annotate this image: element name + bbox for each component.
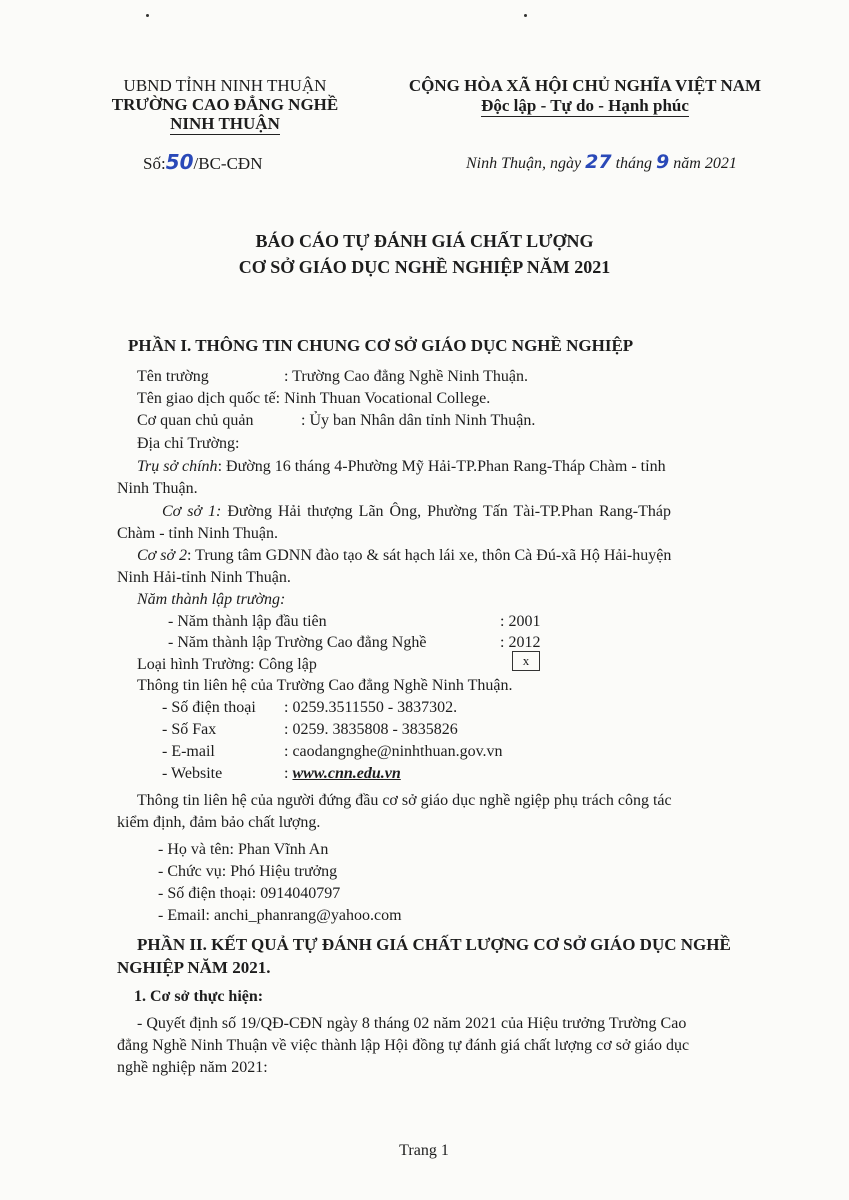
head-phone: - Số điện thoại: 0914040797	[158, 885, 341, 902]
part1-heading: PHẦN I. THÔNG TIN CHUNG CƠ SỞ GIÁO DỤC NGHỀ NGHIỆP	[128, 336, 634, 355]
decision-line2: đẳng Nghề Ninh Thuận về việc thành lập Hội đồng tự đánh giá chất lượng cơ sở giáo dục	[117, 1037, 690, 1054]
school-name-line2-wrap	[100, 114, 350, 133]
contact-email-value: : caodangnghe@ninhthuan.gov.vn	[284, 743, 503, 760]
scan-speck	[524, 14, 527, 17]
campus-2-line1: : Trung tâm GDNN đào tạo & sát hạch lái xe, thôn Cà Đú-xã Hộ Hải-huyện	[186, 547, 672, 564]
school-type: Loại hình Trường: Công lập	[137, 656, 317, 673]
contact-heading: Thông tin liên hệ của Trường Cao đẳng Nghề Ninh Thuận.	[137, 677, 513, 694]
website-link[interactable]: www.cnn.edu.vn	[292, 765, 401, 782]
date-line	[466, 151, 737, 173]
contact-website-label: - Website	[162, 765, 223, 782]
scan-speck	[146, 14, 149, 17]
contact-website	[284, 765, 401, 783]
contact-email-label: - E-mail	[162, 743, 215, 760]
campus-1-line2: Chàm - tỉnh Ninh Thuận.	[117, 525, 279, 542]
decision-line1: - Quyết định số 19/QĐ-CĐN ngày 8 tháng 02 năm 2021 của Hiệu trưởng Trường Cao	[137, 1015, 687, 1032]
founding-first-label: - Năm thành lập đầu tiên	[168, 613, 327, 630]
date-day: 27	[585, 151, 612, 173]
page-number: Trang 1	[399, 1142, 449, 1159]
document-number	[143, 150, 263, 174]
founding-college-value: : 2012	[500, 634, 541, 651]
national-title: CỘNG HÒA XÃ HỘI CHỦ NGHĨA VIỆT NAM	[408, 76, 762, 95]
so-handwritten: 50	[165, 150, 194, 174]
website-prefix: :	[284, 765, 293, 782]
founding-heading: Năm thành lập trường:	[137, 591, 286, 608]
campus-2-label: Cơ sở 2	[137, 547, 187, 564]
contact-phone-value: : 0259.3511550 - 3837302.	[284, 699, 458, 716]
school-name-label: Tên trường	[137, 368, 209, 385]
main-campus-label: Trụ sở chính	[137, 458, 218, 475]
part2-heading-line1: PHẦN II. KẾT QUẢ TỰ ĐÁNH GIÁ CHẤT LƯỢNG CƠ SỞ GIÁO DỤC NGHỀ	[137, 935, 731, 954]
header-left	[100, 76, 350, 133]
international-name: Tên giao dịch quốc tế: Ninh Thuan Vocational College.	[137, 390, 491, 407]
part2-heading-line2: NGHIỆP NĂM 2021.	[117, 958, 271, 977]
date-month-word: tháng	[615, 155, 653, 172]
school-name-line2: NINH THUẬN	[170, 114, 280, 133]
contact-fax-value: : 0259. 3835808 - 3835826	[284, 721, 458, 738]
so-prefix: Số:	[143, 154, 166, 173]
main-campus-line1: : Đường 16 tháng 4-Phường Mỹ Hải-TP.Phan Rang-Tháp Chàm - tỉnh	[217, 458, 666, 475]
head-contact-line1: Thông tin liên hệ của người đứng đầu cơ sở giáo dục nghề ngiệp phụ trách công tác	[137, 792, 672, 809]
campus-2	[137, 547, 671, 565]
motto: Độc lập - Tự do - Hạnh phúc	[481, 96, 689, 115]
header-right	[380, 76, 790, 116]
head-email: - Email: anchi_phanrang@yahoo.com	[158, 907, 402, 924]
address-heading: Địa chỉ Trường:	[137, 435, 240, 452]
campus-1-line1: Đường Hải thượng Lãn Ông, Phường Tấn Tài-TP.Phan Rang-Tháp	[227, 503, 671, 520]
campus-1	[162, 503, 671, 521]
head-position: - Chức vụ: Phó Hiệu trưởng	[158, 863, 338, 880]
main-campus	[137, 458, 666, 476]
school-name-line1: TRƯỜNG CAO ĐẲNG NGHỀ	[111, 95, 339, 114]
main-campus-line2: Ninh Thuận.	[117, 480, 198, 497]
contact-phone-label: - Số điện thoại	[162, 699, 256, 716]
head-contact-line2: kiểm định, đảm bảo chất lượng.	[117, 814, 321, 831]
report-title	[0, 228, 849, 280]
agency-name: UBND TỈNH NINH THUẬN	[123, 76, 327, 95]
school-name-value: : Trường Cao đẳng Nghề Ninh Thuận.	[284, 368, 528, 385]
founding-first-value: : 2001	[500, 613, 541, 630]
title-line1: BÁO CÁO TỰ ĐÁNH GIÁ CHẤT LƯỢNG	[255, 231, 594, 251]
decision-line3: nghề nghiệp năm 2021:	[117, 1059, 268, 1076]
public-checkbox: x	[512, 651, 540, 671]
campus-1-label: Cơ sở 1:	[162, 503, 222, 520]
governing-body-value: : Ủy ban Nhân dân tỉnh Ninh Thuận.	[301, 412, 536, 429]
head-name: - Họ và tên: Phan Vĩnh An	[158, 841, 329, 858]
date-month: 9	[656, 151, 670, 173]
founding-college-label: - Năm thành lập Trường Cao đẳng Nghề	[168, 634, 427, 651]
so-suffix: /BC-CĐN	[193, 154, 263, 173]
section-1-heading: 1. Cơ sở thực hiện:	[134, 988, 264, 1005]
title-line2: CƠ SỞ GIÁO DỤC NGHỀ NGHIỆP NĂM 2021	[238, 257, 611, 277]
contact-fax-label: - Số Fax	[162, 721, 217, 738]
campus-2-line2: Ninh Hải-tỉnh Ninh Thuận.	[117, 569, 291, 586]
date-year: năm 2021	[673, 155, 737, 172]
date-prefix: Ninh Thuận, ngày	[466, 155, 582, 172]
governing-body-label: Cơ quan chủ quản	[137, 412, 254, 429]
